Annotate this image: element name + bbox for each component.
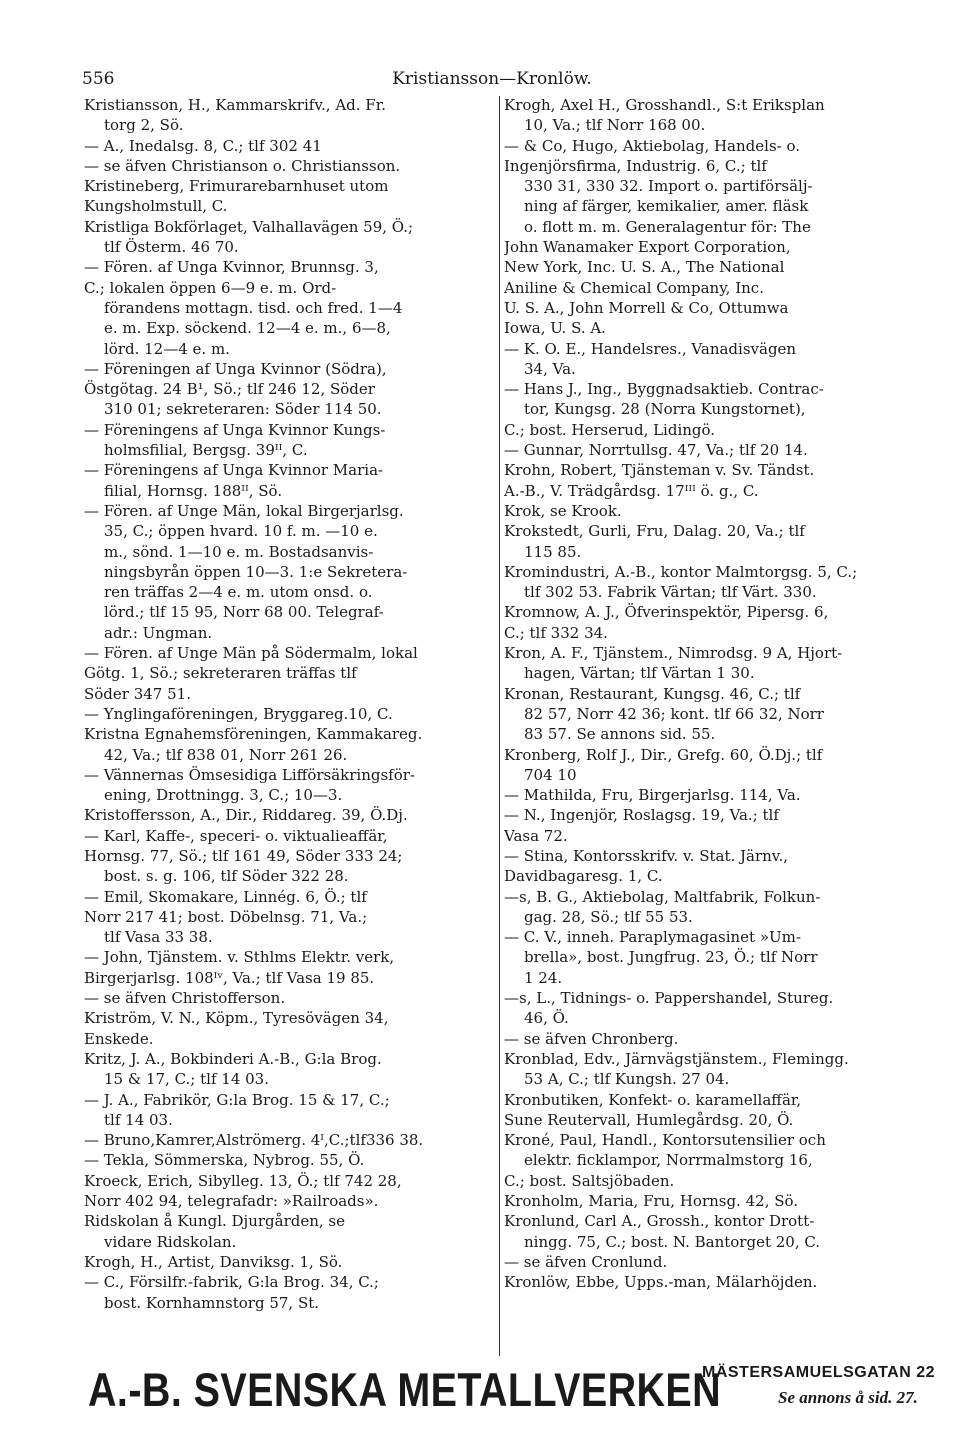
directory-line: tor, Kungsg. 28 (Norra Kungstornet), — [524, 400, 806, 419]
directory-line: förandens mottagn. tisd. och fred. 1—4 — [104, 298, 403, 317]
directory-line: filial, Hornsg. 188ᴵᴵ, Sö. — [104, 481, 283, 500]
directory-line: 330 31, 330 32. Import o. partiförsälj- — [524, 177, 813, 196]
directory-line: Norr 217 41; bost. Döbelnsg. 71, Va.; — [84, 907, 368, 926]
directory-line: tlf Vasa 33 38. — [104, 928, 213, 947]
directory-line: — se äfven Chronberg. — [504, 1029, 679, 1048]
directory-line: — Gunnar, Norrtullsg. 47, Va.; tlf 20 14. — [504, 441, 808, 460]
advertisement-banner — [88, 1360, 936, 1420]
directory-line: — C. V., inneh. Paraplymagasinet »Um- — [504, 928, 801, 947]
directory-line: Iowa, U. S. A. — [504, 319, 606, 338]
directory-line: Ingenjörsfirma, Industrig. 6, C.; tlf — [504, 156, 767, 175]
directory-line: Kristliga Bokförlaget, Valhallavägen 59, Ö.; — [84, 217, 414, 236]
directory-line: — Mathilda, Fru, Birgerjarlsg. 114, Va. — [504, 786, 801, 805]
directory-line: Kron, A. F., Tjänstem., Nimrodsg. 9 A, Hjort- — [504, 644, 843, 663]
directory-line: — Bruno,Kamrer,Alströmerg. 4ᴵ,C.;tlf336 38. — [84, 1131, 424, 1150]
directory-line: 42, Va.; tlf 838 01, Norr 261 26. — [104, 745, 348, 764]
directory-line: Kristna Egnahemsföreningen, Kammakareg. — [84, 725, 423, 744]
directory-line: o. flott m. m. Generalagentur för: The — [524, 217, 811, 236]
directory-line: Kristiansson, H., Kammarskrifv., Ad. Fr. — [84, 96, 386, 114]
directory-line: John Wanamaker Export Corporation, — [504, 238, 791, 257]
directory-line: — se äfven Cronlund. — [504, 1252, 668, 1271]
directory-line: Kritz, J. A., Bokbinderi A.-B., G:la Brog. — [84, 1049, 382, 1068]
directory-line: lörd. 12—4 e. m. — [104, 339, 230, 358]
page-number: 556 — [82, 69, 115, 89]
page-header — [82, 66, 902, 92]
directory-line: C.; bost. Herserud, Lidingö. — [504, 420, 716, 439]
directory-line: — Fören. af Unge Män på Södermalm, lokal — [84, 644, 418, 663]
directory-line: — N., Ingenjör, Roslagsg. 19, Va.; tlf — [504, 806, 779, 825]
running-title: Kristiansson—Kronlöw. — [392, 69, 592, 89]
directory-line: — K. O. E., Handelsres., Vanadisvägen — [504, 339, 797, 358]
directory-line: Birgerjarlsg. 108ᴵᵛ, Va.; tlf Vasa 19 85. — [84, 968, 375, 987]
directory-line: — Fören. af Unge Män, lokal Birgerjarlsg. — [84, 501, 404, 520]
directory-line: hagen, Värtan; tlf Värtan 1 30. — [524, 664, 755, 683]
directory-line: Krokstedt, Gurli, Fru, Dalag. 20, Va.; tlf — [504, 522, 805, 541]
directory-line: Kristineberg, Frimurarebarnhuset utom — [84, 177, 389, 196]
directory-line: Vasa 72. — [504, 826, 568, 845]
directory-line: Krogh, Axel H., Grosshandl., S:t Eriksplan — [504, 96, 825, 114]
directory-line: 35, C.; öppen hvard. 10 f. m. —10 e. — [104, 522, 378, 541]
directory-line: — J. A., Fabrikör, G:la Brog. 15 & 17, C.; — [84, 1090, 390, 1109]
directory-line: New York, Inc. U. S. A., The National — [504, 258, 785, 277]
directory-line: Hornsg. 77, Sö.; tlf 161 49, Söder 333 24; — [84, 846, 403, 865]
directory-line: — se äfven Christofferson. — [84, 989, 286, 1008]
directory-line: ren träffas 2—4 e. m. utom onsd. o. — [104, 583, 373, 602]
directory-line: 10, Va.; tlf Norr 168 00. — [524, 116, 706, 135]
directory-line: bost. s. g. 106, tlf Söder 322 28. — [104, 867, 349, 886]
directory-line: —s, L., Tidnings- o. Pappershandel, Stureg. — [504, 989, 834, 1008]
directory-line: vidare Ridskolan. — [104, 1232, 237, 1251]
directory-line: tlf 302 53. Fabrik Värtan; tlf Värt. 330. — [524, 583, 817, 602]
directory-line: Kronlund, Carl A., Grossh., kontor Drott- — [504, 1212, 815, 1231]
directory-line: Ridskolan å Kungl. Djurgården, se — [84, 1212, 345, 1231]
directory-line: — Tekla, Sömmerska, Nybrog. 55, Ö. — [84, 1151, 365, 1170]
directory-line: gag. 28, Sö.; tlf 55 53. — [524, 907, 693, 926]
directory-line: Kronlöw, Ebbe, Upps.-man, Mälarhöjden. — [504, 1273, 818, 1292]
advertiser-name: A.-B. SVENSKA METALLVERKEN — [88, 1363, 722, 1416]
directory-line: C.; bost. Saltsjöbaden. — [504, 1171, 675, 1190]
directory-line: 53 A, C.; tlf Kungsh. 27 04. — [524, 1070, 730, 1089]
directory-line: 34, Va. — [524, 359, 576, 378]
directory-line: ening, Drottningg. 3, C.; 10—3. — [104, 786, 343, 805]
directory-line: A.-B., V. Trädgårdsg. 17ᴵᴵᴵ ö. g., C. — [504, 481, 759, 500]
directory-line: — Föreningens af Unga Kvinnor Kungs- — [84, 420, 386, 439]
directory-line: torg 2, Sö. — [104, 116, 184, 135]
directory-line: brella», bost. Jungfrug. 23, Ö.; tlf Norr — [524, 948, 818, 967]
directory-line: 115 85. — [524, 542, 582, 561]
directory-line: Kronberg, Rolf J., Dir., Grefg. 60, Ö.Dj.; tlf — [504, 745, 823, 764]
directory-line: — Vännernas Ömsesidiga Lifförsäkringsför- — [84, 765, 416, 784]
directory-line: U. S. A., John Morrell & Co, Ottumwa — [504, 298, 789, 317]
directory-line: Kronblad, Edv., Järnvägstjänstem., Flemingg. — [504, 1049, 849, 1068]
directory-line: — Emil, Skomakare, Linnég. 6, Ö.; tlf — [84, 887, 367, 906]
directory-line: C.; lokalen öppen 6—9 e. m. Ord- — [84, 278, 337, 297]
directory-line: ningg. 75, C.; bost. N. Bantorget 20, C. — [524, 1232, 821, 1251]
directory-line: Kronan, Restaurant, Kungsg. 46, C.; tlf — [504, 684, 801, 703]
directory-line: 1 24. — [524, 968, 563, 987]
directory-line: — Stina, Kontorsskrifv. v. Stat. Järnv., — [504, 846, 789, 865]
directory-line: ning af färger, kemikalier, amer. fläsk — [524, 197, 809, 216]
directory-line: 310 01; sekreteraren: Söder 114 50. — [104, 400, 382, 419]
directory-line: Kroné, Paul, Handl., Kontorsutensilier och — [504, 1131, 826, 1150]
directory-line: 46, Ö. — [524, 1009, 569, 1028]
advertiser-address: MÄSTERSAMUELSGATAN 22 — [702, 1364, 936, 1381]
directory-line: Norr 402 94, telegrafadr: »Railroads». — [84, 1192, 379, 1211]
directory-line: m., sönd. 1—10 e. m. Bostadsanvis- — [104, 542, 374, 561]
directory-line: tlf Österm. 46 70. — [104, 238, 239, 257]
directory-line: Söder 347 51. — [84, 684, 191, 703]
right-column — [504, 95, 908, 1293]
directory-line: 83 57. Se annons sid. 55. — [524, 725, 716, 744]
directory-line: Sune Reutervall, Humlegårdsg. 20, Ö. — [504, 1110, 794, 1129]
directory-line: — Fören. af Unga Kvinnor, Brunnsg. 3, — [84, 258, 379, 277]
directory-line: Krohn, Robert, Tjänsteman v. Sv. Tändst. — [504, 461, 815, 480]
directory-line: — A., Inedalsg. 8, C.; tlf 302 41 — [84, 136, 322, 155]
directory-line: — Föreningens af Unga Kvinnor Maria- — [84, 461, 384, 480]
directory-line: — Föreningen af Unga Kvinnor (Södra), — [84, 359, 387, 378]
directory-line: Götg. 1, Sö.; sekreteraren träffas tlf — [84, 664, 357, 683]
directory-line: Kromnow, A. J., Öfverinspektör, Pipersg. 6, — [504, 603, 829, 622]
directory-line: Enskede. — [84, 1029, 154, 1048]
directory-line: Kromindustri, A.-B., kontor Malmtorgsg. 5, C.; — [504, 562, 858, 581]
directory-line: Kroeck, Erich, Sibylleg. 13, Ö.; tlf 742 28, — [84, 1171, 402, 1190]
directory-line: Kronholm, Maria, Fru, Hornsg. 42, Sö. — [504, 1192, 799, 1211]
column-divider — [499, 96, 500, 1356]
directory-line: lörd.; tlf 15 95, Norr 68 00. Telegraf- — [104, 603, 384, 622]
directory-line: 704 10 — [524, 765, 577, 784]
directory-line: tlf 14 03. — [104, 1110, 173, 1129]
directory-line: — Karl, Kaffe-, speceri- o. viktualieaffär, — [84, 826, 388, 845]
directory-line: Östgötag. 24 B¹, Sö.; tlf 246 12, Söder — [84, 380, 375, 399]
directory-line: — C., Försilfr.-fabrik, G:la Brog. 34, C.; — [84, 1273, 379, 1292]
directory-line: 82 57, Norr 42 36; kont. tlf 66 32, Norr — [524, 704, 824, 723]
directory-line: — John, Tjänstem. v. Sthlms Elektr. verk, — [84, 948, 395, 967]
directory-line: Kungsholmstull, C. — [84, 197, 228, 216]
advertisement-reference: Se annons å sid. 27. — [778, 1388, 918, 1407]
directory-line: bost. Kornhamnstorg 57, St. — [104, 1293, 320, 1312]
left-column — [84, 95, 496, 1313]
directory-line: Aniline & Chemical Company, Inc. — [504, 278, 764, 297]
directory-line: C.; tlf 332 34. — [504, 623, 608, 642]
directory-line: ningsbyrån öppen 10—3. 1:e Sekretera- — [104, 562, 408, 581]
directory-line: elektr. ficklampor, Norrmalmstorg 16, — [524, 1151, 813, 1170]
directory-line: adr.: Ungman. — [104, 623, 213, 642]
directory-line: — & Co, Hugo, Aktiebolag, Handels- o. — [504, 136, 801, 155]
directory-line: 15 & 17, C.; tlf 14 03. — [104, 1070, 269, 1089]
directory-line: —s, B. G., Aktiebolag, Maltfabrik, Folkun- — [504, 887, 821, 906]
directory-line: Davidbagaresg. 1, C. — [504, 867, 663, 886]
directory-line: — Hans J., Ing., Byggnadsaktieb. Contrac- — [504, 380, 824, 399]
directory-line: Kronbutiken, Konfekt- o. karamellaffär, — [504, 1090, 802, 1109]
directory-line: holmsfilial, Bergsg. 39ᴵᴵ, C. — [104, 441, 308, 460]
directory-line: Kristoffersson, A., Dir., Riddareg. 39, Ö.Dj. — [84, 806, 408, 825]
directory-line: — Ynglingaföreningen, Bryggareg.10, C. — [84, 704, 393, 723]
directory-line: Krogh, H., Artist, Danviksg. 1, Sö. — [84, 1252, 343, 1271]
directory-line: Kriström, V. N., Köpm., Tyresövägen 34, — [84, 1009, 389, 1028]
directory-line: e. m. Exp. söckend. 12—4 e. m., 6—8, — [104, 319, 391, 338]
directory-line: — se äfven Christianson o. Christiansson. — [84, 156, 401, 175]
directory-line: Krok, se Krook. — [504, 501, 622, 520]
